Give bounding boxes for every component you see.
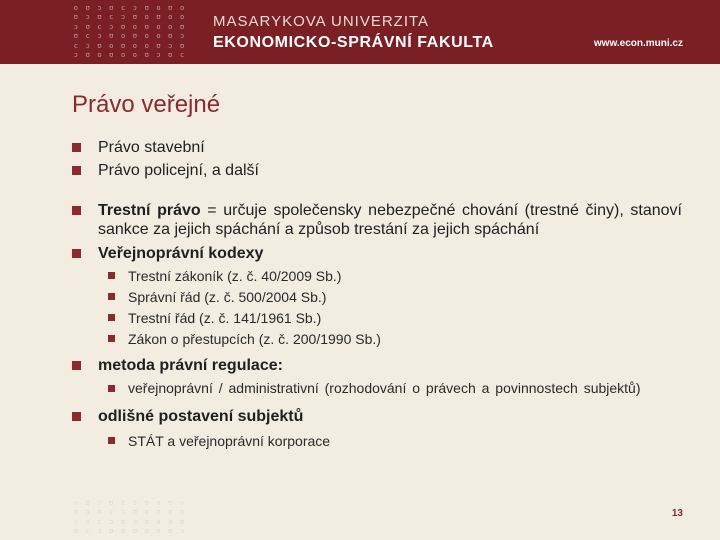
term-trestni-pravo: Trestní právo [98,202,201,219]
bullet-square-icon [72,143,81,152]
bullet-square-icon [72,206,81,215]
university-name: MASARYKOVA UNIVERZITA [213,13,430,30]
sub-bullet-square-icon [108,314,115,321]
footer-logo-pattern: o ʊ ɔ ʊ c ɔ ʊ o ʊ o ʊ ɔ ʊ c ɔ ʊ o ʊ o o ɔ ʊ c ɔ ʊ o ʊ o o ʊ ʊ c ɔ ʊ o ʊ o o ʊ ɔ [73,498,185,536]
kodex-item: Zákon o přestupcích (z. č. 200/1990 Sb.) [72,330,682,348]
header-bar [0,0,720,64]
bullet-square-icon [72,361,81,370]
kodexy-label: Veřejnoprávní kodexy [98,245,264,262]
sub-bullet-square-icon [108,437,115,444]
kodexy-list [72,267,682,348]
bullet-square-icon [72,249,81,258]
bullet-square-icon [72,166,81,175]
postaveni-item: STÁT a veřejnoprávní korporace [72,432,682,450]
slide-title: Právo veřejné [72,91,221,118]
slide-content [72,138,682,450]
kodex-item: Správní řád (z. č. 500/2004 Sb.) [72,288,682,306]
sub-bullet-square-icon [108,385,115,392]
sub-bullet-square-icon [108,335,115,342]
faculty-name: EKONOMICKO-SPRÁVNÍ FAKULTA [213,34,494,51]
bullet-trestni-pravo [72,201,682,239]
bullet-pravo-stavebni [72,138,682,157]
bullet-kodexy [72,244,682,263]
definition-text: = určuje společensky nebezpečné chování (trestné činy), stanoví sankce za jejich spáchání a způsob trestání za jejich spáchání [98,202,682,238]
website-url[interactable]: www.econ.muni.cz [593,38,683,49]
sub-bullet-square-icon [108,272,115,279]
postaveni-label: odlišné postavení subjektů [98,408,304,425]
kodex-item: Trestní zákoník (z. č. 40/2009 Sb.) [72,267,682,285]
metoda-label: metoda právní regulace: [98,357,283,374]
bullet-text: Právo policejní, a další [98,162,259,179]
bullet-square-icon [72,412,81,421]
logo-pattern: o ʊ ɔ ʊ c ɔ ʊ o ʊ o ʊ ɔ ʊ c ɔ ʊ o ʊ o o ɔ ʊ c ɔ ʊ o ʊ o o ʊ ʊ c ɔ ʊ o ʊ o o ʊ ɔ c ɔ ʊ o ʊ o o ʊ ɔ ʊ ɔ ʊ o ʊ o o ʊ ɔ ʊ c [73,3,185,60]
bullet-text: Právo stavební [98,139,205,156]
bullet-postaveni [72,407,682,426]
sub-bullet-square-icon [108,293,115,300]
bullet-metoda [72,356,682,375]
bullet-pravo-policejni [72,161,682,180]
page-number: 13 [671,508,683,519]
metoda-item: veřejnoprávní / administrativní (rozhodování o právech a povinnostech subjektů) [72,380,682,396]
kodex-item: Trestní řád (z. č. 141/1961 Sb.) [72,309,682,327]
